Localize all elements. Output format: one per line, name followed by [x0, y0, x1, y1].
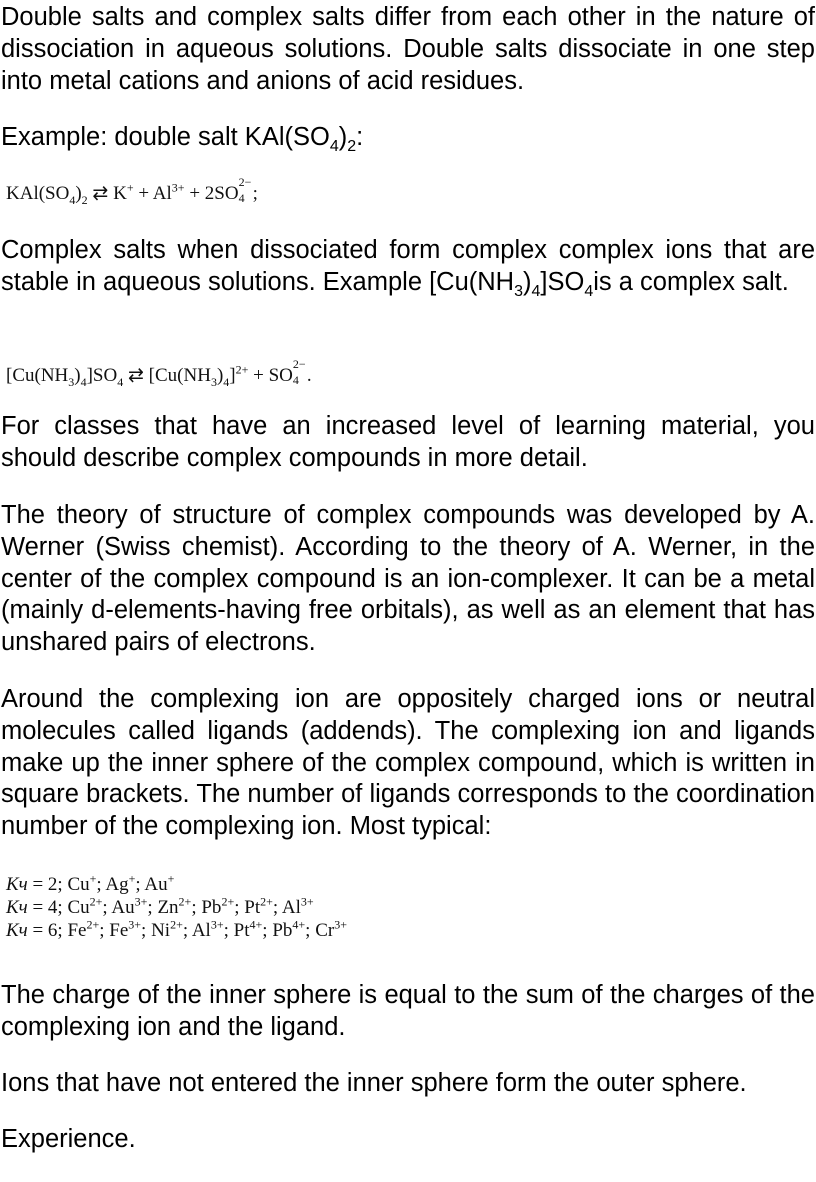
paragraph-ligands: [0, 684, 816, 843]
paragraph-increased-level: [0, 411, 816, 475]
separator: ;: [96, 874, 106, 895]
separator: ;: [191, 897, 202, 918]
eq-part: + Al: [133, 183, 172, 204]
subscript: 3: [514, 282, 524, 300]
eq-sup: 3+: [171, 180, 185, 195]
separator: ;: [272, 897, 282, 918]
paragraph-text: [0, 122, 815, 154]
ion-symbol: Pt: [244, 897, 261, 918]
paragraph-complex-salts: [0, 235, 816, 299]
eq-sub: 4: [117, 374, 124, 389]
coordination-value: = 4;: [27, 897, 68, 918]
coordination-value: = 2;: [27, 874, 68, 895]
equation-complex-salt-dissociation: [0, 357, 816, 389]
paragraph-text: Ions that have not entered the inner sphere form the outer sphere.: [1, 1069, 747, 1097]
ion-charge: +: [89, 871, 97, 886]
paragraph-text: Experience.: [1, 1125, 136, 1153]
ion-charge: 3+: [334, 917, 347, 932]
eq-sup: 2−: [238, 175, 252, 189]
eq-subsup: [238, 175, 253, 205]
text-span: Complex salts when dissociated form complex complex ions that are stable in aqueous solutions. Example [Cu(NH: [1, 236, 815, 296]
eq-part: ): [216, 365, 224, 386]
text-span: ): [523, 267, 532, 296]
ion-symbol: Cu: [67, 897, 90, 918]
separator: ;: [182, 920, 192, 941]
text-span: is a complex salt.: [593, 267, 789, 296]
eq-sub: 4: [292, 373, 299, 387]
ion-charge: 3+: [128, 917, 142, 932]
text-span: ]SO: [540, 267, 585, 296]
separator: ;: [102, 897, 112, 918]
ion-charge: +: [167, 871, 175, 886]
ion-charge: 2+: [170, 917, 183, 932]
equation-text: [0, 357, 816, 389]
equation-text: [0, 175, 816, 207]
eq-sub: 2: [81, 192, 88, 207]
ion-symbol: Pb: [201, 897, 222, 918]
coordination-label: Кч: [6, 874, 28, 895]
paragraph-example-double-salt: [0, 122, 816, 154]
ion-symbol: Fe: [67, 920, 87, 941]
paragraph-text: Around the complexing ion are oppositely charged ions or neutral molecules called ligands (addends). The complexing ion and ligands make up the inner sphere of the complex compound, which is written in square brackets. The number of ligands corresponds to the coordination number of the complexing ion. Most typical:: [1, 685, 815, 841]
separator: ;: [135, 874, 145, 895]
eq-sup: 2+: [235, 362, 249, 377]
eq-part: + 2SO: [184, 183, 239, 204]
eq-part: ): [74, 365, 81, 386]
subscript: 4: [584, 282, 594, 300]
subscript: 4: [531, 282, 541, 300]
ion-charge: 2+: [260, 894, 273, 909]
ion-symbol: Fe: [109, 920, 129, 941]
eq-part: .: [306, 365, 312, 386]
eq-subsup: [292, 357, 307, 387]
coordination-number-list: [0, 873, 816, 942]
ion-symbol: Pb: [272, 920, 293, 941]
ion-symbol: Ag: [105, 874, 129, 895]
ion-charge: 2+: [89, 894, 103, 909]
ion-symbol: Cu: [67, 874, 90, 895]
paragraph-double-salts: [0, 2, 816, 97]
ion-symbol: Au: [144, 874, 168, 895]
eq-part: ]SO: [86, 365, 118, 386]
paragraph-outer-sphere: [0, 1068, 816, 1100]
separator: ;: [305, 920, 316, 941]
coordination-line: [0, 896, 816, 919]
ion-symbol: Al: [281, 897, 301, 918]
separator: ;: [99, 920, 110, 941]
ion-charge: 2+: [86, 917, 100, 932]
ion-symbol: Ni: [151, 920, 171, 941]
coordination-line: [0, 873, 816, 896]
ion-charge: 3+: [300, 894, 314, 909]
subscript: 4: [329, 138, 339, 156]
eq-sup: 2−: [292, 357, 306, 371]
eq-sub: 4: [80, 374, 87, 389]
eq-sub: 4: [238, 191, 245, 205]
ion-charge: 2+: [178, 894, 192, 909]
equilibrium-arrow-icon: ⇄: [87, 183, 114, 204]
eq-part: KAl(SO: [6, 183, 70, 204]
eq-sub: 4: [69, 192, 76, 207]
equation-double-salt-dissociation: [0, 175, 816, 207]
paragraph-text: For classes that have an increased level of learning material, you should describe complex compounds in more detail.: [1, 412, 815, 472]
eq-part: [Cu(NH: [148, 365, 211, 386]
separator: ;: [141, 920, 152, 941]
coordination-line: [0, 919, 816, 942]
text-span: :: [356, 123, 364, 151]
eq-part: [Cu(NH: [6, 365, 69, 386]
ion-symbol: Cr: [315, 920, 335, 941]
eq-sup: +: [126, 180, 134, 195]
text-span: ): [338, 123, 348, 151]
eq-part: K: [113, 183, 127, 204]
separator: ;: [223, 920, 234, 941]
ion-charge: 3+: [134, 894, 148, 909]
ion-charge: 4+: [249, 917, 263, 932]
coordination-label: Кч: [6, 897, 28, 918]
coordination-value: = 6;: [27, 920, 68, 941]
ion-charge: 3+: [210, 917, 224, 932]
eq-part: ;: [252, 183, 258, 204]
separator: ;: [262, 920, 273, 941]
eq-sub: 4: [223, 374, 230, 389]
ion-charge: +: [128, 871, 136, 886]
eq-part: ]: [229, 365, 236, 386]
eq-sub: 3: [68, 374, 75, 389]
text-span: Example: double salt KAl(SO: [1, 123, 330, 151]
ion-charge: 2+: [221, 894, 235, 909]
eq-part: ): [75, 183, 82, 204]
subscript: 2: [347, 138, 357, 156]
separator: ;: [147, 897, 158, 918]
paragraph-werner-theory: [0, 500, 816, 659]
paragraph-text: The theory of structure of complex compounds was developed by A. Werner (Swiss chemist). According to the theory of A. Werner, in the center of the complex compound is an ion-complexer. It can be a metal (mainly d-elements-having free orbitals), as well as an element that has unshared pairs of electrons.: [1, 501, 815, 657]
paragraph-text: The charge of the inner sphere is equal to the sum of the charges of the complexing ion and the ligand.: [1, 981, 815, 1041]
ion-symbol: Al: [191, 920, 211, 941]
paragraph-experience: [0, 1124, 816, 1156]
ion-symbol: Zn: [157, 897, 179, 918]
paragraph-text: Double salts and complex salts differ from each other in the nature of dissociation in aqueous solutions. Double salts dissociate in one step into metal cations and anions of acid residues.: [1, 3, 815, 95]
eq-sub: 3: [210, 374, 217, 389]
eq-part: + SO: [248, 365, 293, 386]
separator: ;: [234, 897, 245, 918]
ion-symbol: Au: [111, 897, 135, 918]
ion-charge: 4+: [292, 917, 306, 932]
paragraph-inner-sphere-charge: [0, 980, 816, 1044]
coordination-lines: [0, 873, 816, 942]
paragraph-text: [0, 235, 815, 299]
equilibrium-arrow-icon: ⇄: [123, 365, 149, 386]
ion-symbol: Pt: [233, 920, 250, 941]
coordination-label: Кч: [6, 920, 28, 941]
